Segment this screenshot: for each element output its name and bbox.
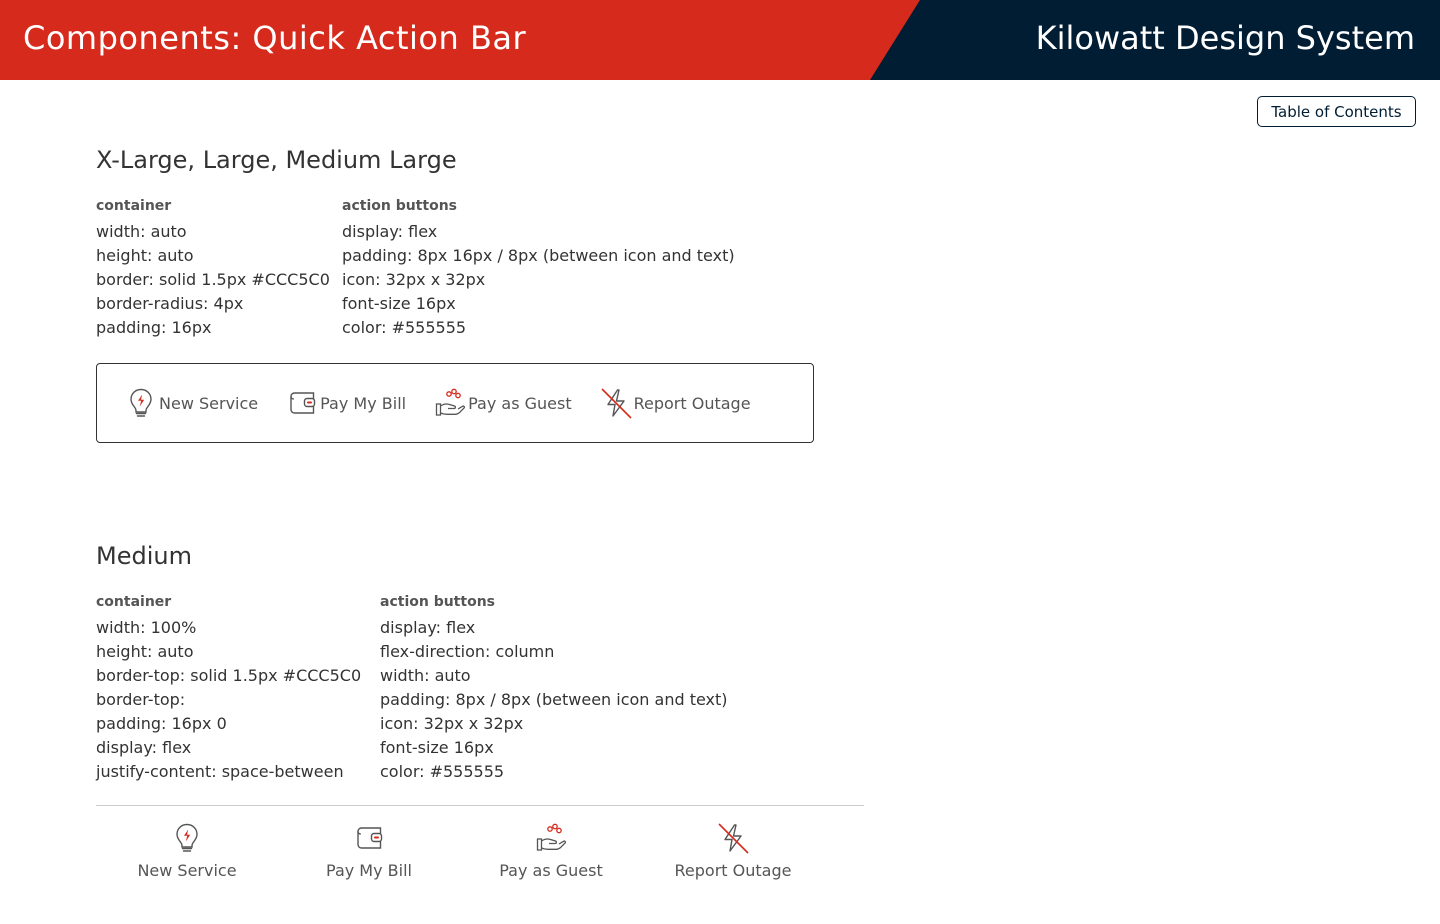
- spec-line: padding: 8px / 8px (between icon and text): [380, 690, 728, 709]
- spec-line: width: 100%: [96, 618, 197, 637]
- lightbulb-icon: [125, 387, 157, 419]
- spec-line: icon: 32px x 32px: [342, 270, 486, 289]
- hand-coins-icon: [535, 822, 567, 854]
- spec-line: padding: 16px 0: [96, 714, 227, 733]
- pay-my-bill-button[interactable]: [278, 822, 460, 882]
- container-spec-medium: [96, 592, 361, 784]
- pay-my-bill-label: Pay My Bill: [320, 393, 407, 413]
- pay-as-guest-button[interactable]: [422, 379, 588, 427]
- quick-action-bar-medium: [96, 805, 864, 882]
- spec-line: icon: 32px x 32px: [380, 714, 524, 733]
- page-title: Components: Quick Action Bar: [23, 19, 527, 57]
- spec-line: font-size 16px: [380, 738, 494, 757]
- spec-line: display: flex: [380, 618, 476, 637]
- report-outage-button[interactable]: [642, 822, 824, 882]
- spec-line: width: auto: [96, 222, 187, 241]
- spec-line: justify-content: space-between: [96, 762, 344, 781]
- quick-action-bar-xlarge: [96, 363, 814, 443]
- action-buttons-spec-medium: [380, 592, 728, 784]
- outage-bolt-icon: [717, 822, 749, 854]
- pay-as-guest-label: Pay as Guest: [499, 861, 603, 880]
- spec-line: color: #555555: [342, 318, 467, 337]
- new-service-label: New Service: [137, 861, 237, 880]
- spec-line: height: auto: [96, 642, 194, 661]
- section-heading-medium: Medium: [96, 542, 192, 570]
- spec-line: border: solid 1.5px #CCC5C0: [96, 270, 330, 289]
- lightbulb-icon: [171, 822, 203, 854]
- report-outage-label: Report Outage: [674, 861, 792, 880]
- section-heading-xlarge: X-Large, Large, Medium Large: [96, 146, 457, 174]
- hand-coins-icon: [434, 387, 466, 419]
- container-spec-xlarge: [96, 196, 330, 340]
- spec-title: action buttons: [380, 594, 495, 610]
- spec-line: border-radius: 4px: [96, 294, 244, 313]
- pay-my-bill-button[interactable]: [274, 379, 422, 427]
- spec-line: padding: 16px: [96, 318, 212, 337]
- spec-line: border-top: solid 1.5px #CCC5C0: [96, 666, 362, 685]
- report-outage-label: Report Outage: [633, 393, 751, 413]
- brand-name: Kilowatt Design System: [1035, 19, 1415, 57]
- spec-line: display: flex: [342, 222, 438, 241]
- wallet-icon: [286, 387, 318, 419]
- spec-title: action buttons: [342, 198, 457, 214]
- header-banner: [0, 0, 1440, 80]
- spec-line: padding: 8px 16px / 8px (between icon and text): [342, 246, 735, 265]
- spec-line: width: auto: [380, 666, 471, 685]
- spec-line: flex-direction: column: [380, 642, 555, 661]
- spec-title: container: [96, 198, 172, 214]
- outage-bolt-icon: [600, 387, 632, 419]
- pay-as-guest-button[interactable]: [460, 822, 642, 882]
- pay-my-bill-label: Pay My Bill: [326, 861, 412, 880]
- spec-line: border-top:: [96, 690, 186, 709]
- action-buttons-spec-xlarge: [342, 196, 735, 340]
- new-service-button[interactable]: [96, 822, 278, 882]
- wallet-icon: [353, 822, 385, 854]
- spec-title: container: [96, 594, 172, 610]
- new-service-button[interactable]: [113, 379, 274, 427]
- spec-line: color: #555555: [380, 762, 505, 781]
- spec-line: display: flex: [96, 738, 192, 757]
- spec-line: height: auto: [96, 246, 194, 265]
- table-of-contents-button[interactable]: Table of Contents: [1257, 96, 1416, 127]
- spec-line: font-size 16px: [342, 294, 456, 313]
- new-service-label: New Service: [159, 393, 259, 413]
- pay-as-guest-label: Pay as Guest: [468, 393, 572, 413]
- report-outage-button[interactable]: [588, 379, 767, 427]
